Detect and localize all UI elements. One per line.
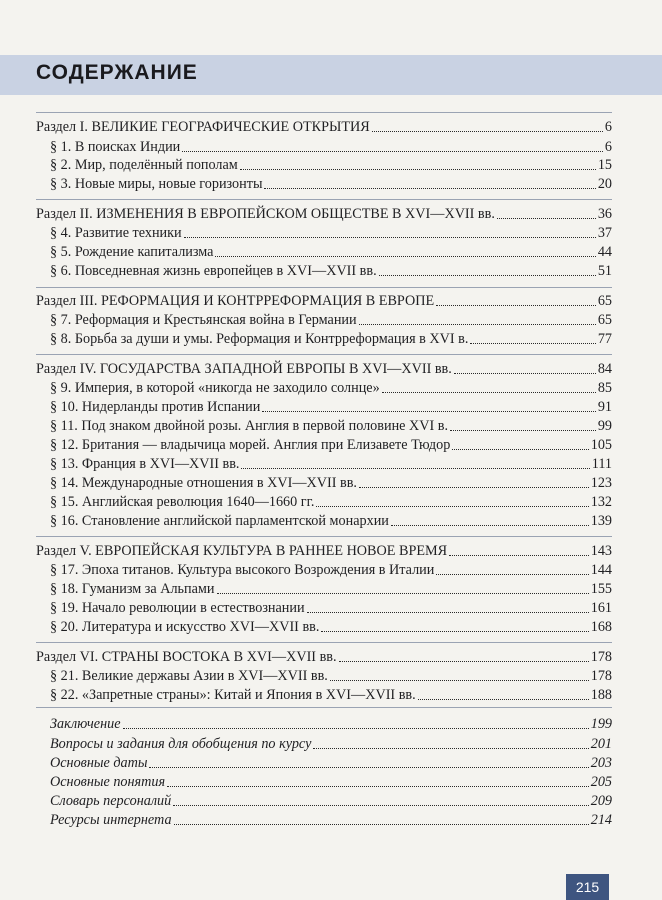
toc-entry-page: 105 [590,437,612,453]
toc-chapter-row[interactable] [50,417,612,436]
dot-leader [379,275,596,276]
toc-entry-page: 155 [590,581,612,597]
toc-entry-title: § 12. Британия — владычица морей. Англия при Елизавете Тюдор [50,437,451,453]
toc-entry-page: 6 [604,119,612,135]
toc-entry-title: Ресурсы интернета [50,812,172,828]
toc-entry-page: 99 [597,418,612,434]
toc-entry-title: Раздел VI. СТРАНЫ ВОСТОКА В XVI—XVII вв. [36,649,337,665]
toc-entry-page: 77 [597,331,612,347]
toc-chapter-row[interactable] [50,474,612,493]
dot-leader [452,449,588,450]
toc-entry-page: 91 [597,399,612,415]
toc-entry-title: § 8. Борьба за души и умы. Реформация и Контрреформация в XVI в. [50,331,469,347]
dot-leader [391,525,589,526]
toc-entry-page: 84 [597,361,612,377]
dot-leader [182,151,603,152]
toc-chapter-row[interactable] [50,262,612,281]
dot-leader [313,748,588,749]
dot-leader [307,612,589,613]
toc-chapter-row[interactable] [50,667,612,686]
dot-leader [436,574,588,575]
dot-leader [149,767,588,768]
toc-chapter-row[interactable] [50,379,612,398]
toc-entry-page: 15 [597,157,612,173]
toc-entry-page: 139 [590,513,612,529]
toc-entry-title: Раздел V. ЕВРОПЕЙСКАЯ КУЛЬТУРА В РАННЕЕ НОВОЕ ВРЕМЯ [36,543,448,559]
toc-section-row[interactable] [36,648,612,667]
toc-section-row[interactable] [36,292,612,311]
dot-leader [339,661,589,662]
toc-entry-title: Раздел I. ВЕЛИКИЕ ГЕОГРАФИЧЕСКИЕ ОТКРЫТИЯ [36,119,370,135]
toc-entry-page: 51 [597,263,612,279]
dot-leader [167,786,589,787]
section-divider [36,112,612,113]
dot-leader [241,468,589,469]
toc-entry-title: § 9. Империя, в которой «никогда не заходило солнце» [50,380,380,396]
toc-entry-title: § 4. Развитие техники [50,225,182,241]
toc-entry-page: 37 [597,225,612,241]
toc-entry-title: § 18. Гуманизм за Альпами [50,581,215,597]
dot-leader [450,430,596,431]
toc-chapter-row[interactable] [50,311,612,330]
toc-entry-title: Вопросы и задания для обобщения по курсу [50,736,312,752]
toc-entry-title: § 20. Литература и искусство XVI—XVII вв. [50,619,320,635]
toc-entry-title: § 14. Международные отношения в XVI—XVII вв. [50,475,357,491]
toc-chapter-row[interactable] [50,618,612,637]
dot-leader [174,824,589,825]
toc-entry-page: 168 [590,619,612,635]
toc-entry-title: § 19. Начало революции в естествознании [50,600,305,616]
toc-entry-page: 111 [591,456,612,472]
toc-entry-page: 161 [590,600,612,616]
dot-leader [497,218,596,219]
toc-section-row[interactable] [36,205,612,224]
section-divider [36,199,612,200]
toc-chapter-row[interactable] [50,599,612,618]
toc-chapter-row[interactable] [50,580,612,599]
toc-chapter-row[interactable] [50,175,612,194]
toc-entry-title: § 7. Реформация и Крестьянская война в Германии [50,312,357,328]
dot-leader [184,237,596,238]
dot-leader [173,805,589,806]
dot-leader [240,169,596,170]
dot-leader [372,131,603,132]
toc-entry-title: § 16. Становление английской парламентской монархии [50,513,389,529]
toc-entry-page: 6 [604,139,612,155]
dot-leader [217,593,589,594]
toc-chapter-row[interactable] [50,156,612,175]
dot-leader [359,487,589,488]
toc-entry-title: § 15. Английская революция 1640—1660 гг. [50,494,315,510]
toc-chapter-row[interactable] [50,436,612,455]
toc-entry-page: 209 [590,793,612,809]
toc-appendix-row[interactable] [50,754,612,773]
toc-appendix-row[interactable] [50,773,612,792]
toc-entry-page: 188 [590,687,612,703]
toc-entry-page: 201 [590,736,612,752]
dot-leader [436,305,596,306]
toc-chapter-row[interactable] [50,455,612,474]
toc-chapter-row[interactable] [50,138,612,157]
toc-entry-title: Основные понятия [50,774,166,790]
section-divider [36,707,612,708]
toc-appendix-row[interactable] [50,715,612,734]
toc-entry-page: 199 [590,716,612,732]
toc-entry-page: 132 [590,494,612,510]
toc-entry-page: 20 [597,176,612,192]
page-number: 215 [566,874,609,900]
toc-chapter-row[interactable] [50,243,612,262]
toc-chapter-row[interactable] [50,330,612,349]
dot-leader [123,728,589,729]
dot-leader [470,343,595,344]
toc-chapter-row[interactable] [50,398,612,417]
toc-entry-title: Словарь персоналий [50,793,172,809]
toc-section-row[interactable] [36,360,612,379]
toc-chapter-row[interactable] [50,686,612,705]
toc-section-row[interactable] [36,542,612,561]
section-divider [36,642,612,643]
toc-entry-page: 65 [597,293,612,309]
toc-entry-page: 205 [590,774,612,790]
toc-chapter-row[interactable] [50,224,612,243]
toc-entry-page: 123 [590,475,612,491]
toc-entry-page: 143 [590,543,612,559]
section-divider [36,354,612,355]
dot-leader [330,680,589,681]
toc-chapter-row[interactable] [50,561,612,580]
dot-leader [215,256,595,257]
toc-entry-title: § 11. Под знаком двойной розы. Англия в первой половине XVI в. [50,418,449,434]
toc-entry-title: Раздел IV. ГОСУДАРСТВА ЗАПАДНОЙ ЕВРОПЫ В XVI—XVII вв. [36,361,452,377]
toc-section-row[interactable] [36,118,612,137]
dot-leader [316,506,588,507]
toc-entry-page: 65 [597,312,612,328]
toc-appendix-row[interactable] [50,735,612,754]
dot-leader [382,392,596,393]
dot-leader [359,324,596,325]
toc-entry-title: Раздел III. РЕФОРМАЦИЯ И КОНТРРЕФОРМАЦИЯ В ЕВРОПЕ [36,293,435,309]
toc-entry-title: Заключение [50,716,121,732]
toc-chapter-row[interactable] [50,493,612,512]
toc-entry-title: § 5. Рождение капитализма [50,244,214,260]
toc-entry-page: 144 [590,562,612,578]
toc-entry-page: 178 [590,649,612,665]
toc-entry-title: § 1. В поисках Индии [50,139,181,155]
toc-entry-title: Основные даты [50,755,148,771]
dot-leader [454,373,596,374]
dot-leader [262,411,596,412]
dot-leader [264,188,595,189]
page-title: СОДЕРЖАНИЕ [36,61,198,84]
toc-appendix-row[interactable] [50,811,612,830]
toc-entry-title: § 10. Нидерланды против Испании [50,399,261,415]
toc-entry-title: Раздел II. ИЗМЕНЕНИЯ В ЕВРОПЕЙСКОМ ОБЩЕСТВЕ В XVI—XVII вв. [36,206,495,222]
dot-leader [449,555,589,556]
toc-entry-title: § 22. «Запретные страны»: Китай и Япония в XVI—XVII вв. [50,687,416,703]
toc-entry-title: § 17. Эпоха титанов. Культура высокого Возрождения в Италии [50,562,435,578]
section-divider [36,287,612,288]
toc-entry-page: 44 [597,244,612,260]
toc-entry-page: 203 [590,755,612,771]
toc-entry-page: 36 [597,206,612,222]
dot-leader [418,699,589,700]
toc-entry-title: § 3. Новые миры, новые горизонты [50,176,263,192]
toc-entry-title: § 21. Великие державы Азии в XVI—XVII вв. [50,668,328,684]
section-divider [36,536,612,537]
toc-chapter-row[interactable] [50,512,612,531]
toc-entry-title: § 2. Мир, поделённый пополам [50,157,238,173]
dot-leader [321,631,588,632]
toc-entry-page: 85 [597,380,612,396]
toc-entry-page: 178 [590,668,612,684]
toc-entry-title: § 13. Франция в XVI—XVII вв. [50,456,240,472]
toc-entry-page: 214 [590,812,612,828]
toc-appendix-row[interactable] [50,792,612,811]
toc-entry-title: § 6. Повседневная жизнь европейцев в XVI—XVII вв. [50,263,377,279]
